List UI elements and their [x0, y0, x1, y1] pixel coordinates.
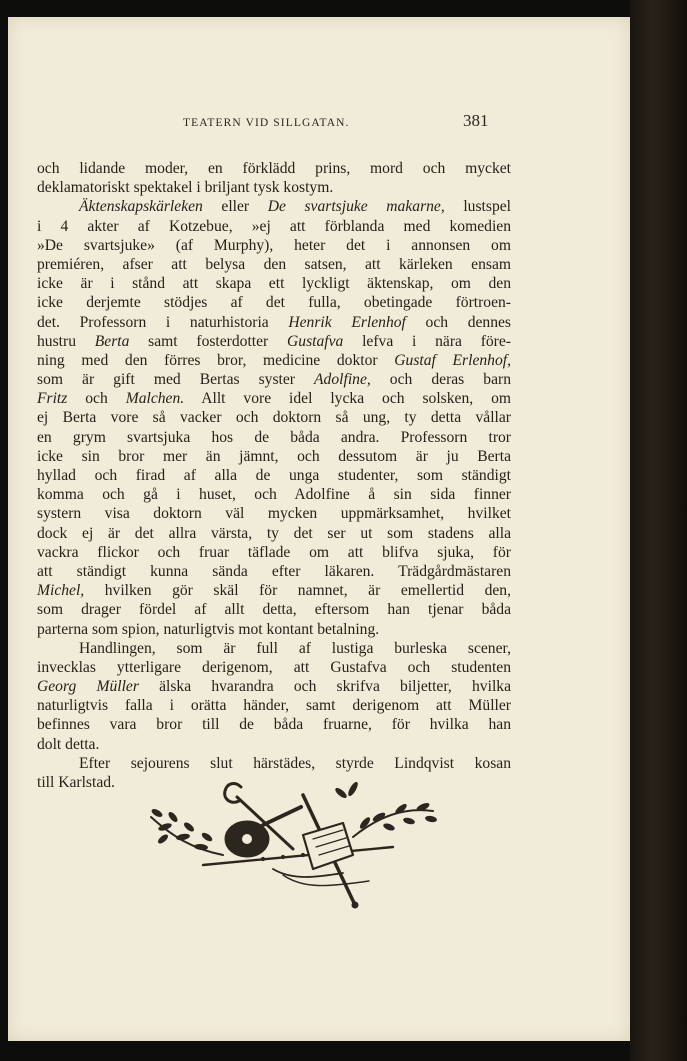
text-line — [37, 658, 511, 677]
text-segment: som är gift med Bertas syster — [37, 371, 315, 389]
text-segment: att ständigt kunna sända efter läkaren. Trädgårdmästaren — [37, 562, 511, 580]
text-segment: parterna som spion, naturligtvis mot kontant betalning. — [37, 620, 380, 638]
musical-trophy-vignette-icon — [143, 777, 443, 912]
text-line — [37, 408, 511, 427]
text-line — [37, 236, 511, 255]
italic-name: Fritz — [37, 390, 68, 408]
text-segment: det. Professorn i naturhistoria — [37, 313, 289, 331]
text-segment: en grym svartsjuka hos de båda andra. Professorn tror — [37, 428, 511, 446]
italic-name: Äktenskapskärleken — [79, 198, 203, 216]
text-segment: ning med den förres bror, medicine doktor — [37, 351, 395, 369]
text-line — [37, 255, 511, 274]
italic-name: Gustafva — [287, 332, 344, 350]
text-line — [37, 466, 511, 485]
text-line — [37, 370, 511, 389]
text-segment: hvilken gör skäl för namnet, är emellertid den, — [84, 582, 511, 600]
text-segment: och deras barn — [370, 371, 511, 389]
text-segment: invecklas ytterligare derigenom, att Gustafva och studenten — [37, 658, 511, 676]
body-text — [37, 159, 511, 792]
text-segment: samt fosterdotter — [129, 332, 288, 350]
text-segment: naturligtvis falla i orätta händer, samt derigenom att Müller — [37, 697, 511, 715]
text-line — [37, 485, 511, 504]
text-segment: ej Berta vore så vacker och doktorn så ung, ty detta vållar — [37, 409, 511, 427]
book-page — [8, 17, 630, 1041]
text-line — [37, 274, 511, 293]
text-segment: icke sin bror mer än jämnt, och dessutom är ju Berta — [37, 447, 511, 465]
text-segment: Handlingen, som är full af lustiga burleska scener, — [79, 639, 511, 657]
text-line — [37, 735, 511, 754]
page-number: 381 — [463, 111, 489, 130]
text-segment: lustspel — [444, 198, 511, 216]
text-segment: eller — [202, 198, 268, 216]
text-line — [37, 504, 511, 523]
text-line — [37, 581, 511, 600]
page-header — [8, 109, 630, 135]
italic-name: Georg Müller — [37, 678, 139, 696]
italic-name: Berta — [94, 332, 130, 350]
text-segment: hustru — [37, 332, 95, 350]
italic-name: Henrik Erlenhof — [288, 313, 406, 331]
text-line — [37, 696, 511, 715]
text-segment: dock ej är det allra värsta, ty det ser ut som stadens alla — [37, 524, 511, 542]
text-line — [37, 754, 511, 773]
running-head: TEATERN VID SILLGATAN. — [183, 117, 350, 129]
text-line — [37, 562, 511, 581]
italic-name: Michel, — [37, 582, 85, 600]
text-segment: deklamatoriskt spektakel i briljant tysk kostym. — [37, 179, 334, 197]
text-segment: icke är i stånd att skapa ett lyckligt äktenskap, om den — [37, 275, 511, 293]
text-line — [37, 217, 511, 236]
text-line — [37, 428, 511, 447]
text-segment: och lidande moder, en förklädd prins, mord och mycket — [37, 160, 511, 177]
text-line — [37, 677, 511, 696]
text-line — [37, 197, 511, 216]
text-line — [37, 313, 511, 332]
text-segment: komma och gå i huset, och Adolfine å sin sida finner — [37, 486, 511, 504]
text-line — [37, 639, 511, 658]
text-segment: i 4 akter af Kotzebue, »ej att förblanda med komedien — [37, 217, 511, 235]
italic-name: Adolfine, — [314, 371, 371, 389]
text-segment: »De svartsjuke» (af Murphy), heter det i annonsen om — [37, 236, 511, 254]
text-line — [37, 293, 511, 312]
text-line — [37, 178, 511, 197]
text-line — [37, 351, 511, 370]
text-segment: icke derjemte stödjes af det fulla, obetingade förtroen- — [37, 294, 511, 312]
text-segment: till Karlstad. — [37, 774, 115, 791]
text-line — [37, 332, 511, 351]
text-segment: som drager fördel af allt detta, eftersom han tjenar båda — [37, 601, 511, 619]
text-segment: hyllad och firad af alla de unga studenter, som ständigt — [37, 467, 511, 484]
text-segment: vackra flickor och fruar täflade om att blifva sjuka, för — [37, 543, 511, 561]
text-line — [37, 447, 511, 466]
text-segment: befinnes vara bror till de båda fruarne, för hvilka han — [37, 716, 511, 734]
text-line — [37, 389, 511, 408]
text-line — [37, 600, 511, 619]
text-line — [37, 620, 511, 639]
text-line — [37, 543, 511, 562]
text-segment: Efter sejourens slut härstädes, styrde Lindqvist kosan — [79, 754, 511, 772]
text-segment: dolt detta. — [37, 735, 100, 753]
text-line — [37, 524, 511, 543]
text-segment: lefva i nära före- — [343, 332, 511, 350]
text-line — [37, 159, 511, 178]
text-segment: älska hvarandra och skrifva biljetter, hvilka — [138, 678, 511, 696]
italic-name: De svartsjuke makarne, — [267, 198, 445, 216]
book-spine-edge — [630, 0, 687, 1061]
text-segment: Allt vore idel lycka och solsken, om — [184, 390, 512, 408]
text-segment: systern visa doktorn väl mycken uppmärksamhet, hvilket — [37, 505, 511, 523]
italic-name: Gustaf Erlenhof, — [394, 351, 511, 369]
text-segment: och — [67, 390, 126, 408]
text-line — [37, 715, 511, 734]
italic-name: Malchen. — [125, 390, 185, 408]
text-segment: premiéren, afser att belysa den satsen, att kärleken ensam — [37, 255, 511, 273]
text-segment: och dennes — [405, 313, 511, 331]
